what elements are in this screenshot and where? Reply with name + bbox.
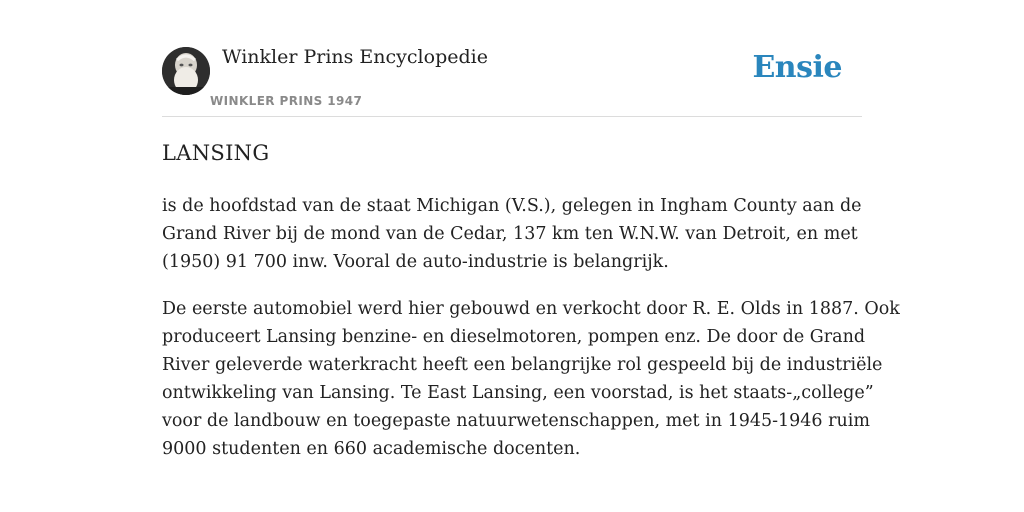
paragraph-line: River geleverde waterkracht heeft een belangrijke rol gespeeld bij de industriële — [162, 355, 883, 375]
article-paragraph — [162, 295, 900, 463]
brand-logo[interactable]: Ensie — [752, 50, 842, 85]
paragraph-line: is de hoofdstad van de staat Michigan (V.S.), gelegen in Ingham County aan de — [162, 196, 862, 216]
page — [162, 0, 900, 512]
paragraph-line: 9000 studenten en 660 academische docenten. — [162, 439, 581, 459]
paragraph-line: produceert Lansing benzine- en dieselmotoren, pompen enz. De door de Grand — [162, 327, 866, 347]
paragraph-line: voor de landbouw en toegepaste natuurwetenschappen, met in 1945-1946 ruim — [162, 411, 870, 431]
site-subtitle: WINKLER PRINS 1947 — [210, 94, 363, 108]
avatar[interactable] — [162, 47, 210, 95]
portrait-icon — [162, 47, 210, 95]
paragraph-line: (1950) 91 700 inw. Vooral de auto-industrie is belangrijk. — [162, 252, 669, 272]
site-title[interactable]: Winkler Prins Encyclopedie — [222, 46, 488, 68]
paragraph-line: Grand River bij de mond van de Cedar, 137 km ten W.N.W. van Detroit, en met — [162, 224, 858, 244]
paragraph-line: ontwikkeling van Lansing. Te East Lansing, een voorstad, is het staats-„college” — [162, 383, 874, 403]
header — [162, 0, 862, 117]
paragraph-line: De eerste automobiel werd hier gebouwd en verkocht door R. E. Olds in 1887. Ook — [162, 299, 900, 319]
article-title: LANSING — [162, 141, 270, 165]
article-paragraph — [162, 192, 862, 276]
